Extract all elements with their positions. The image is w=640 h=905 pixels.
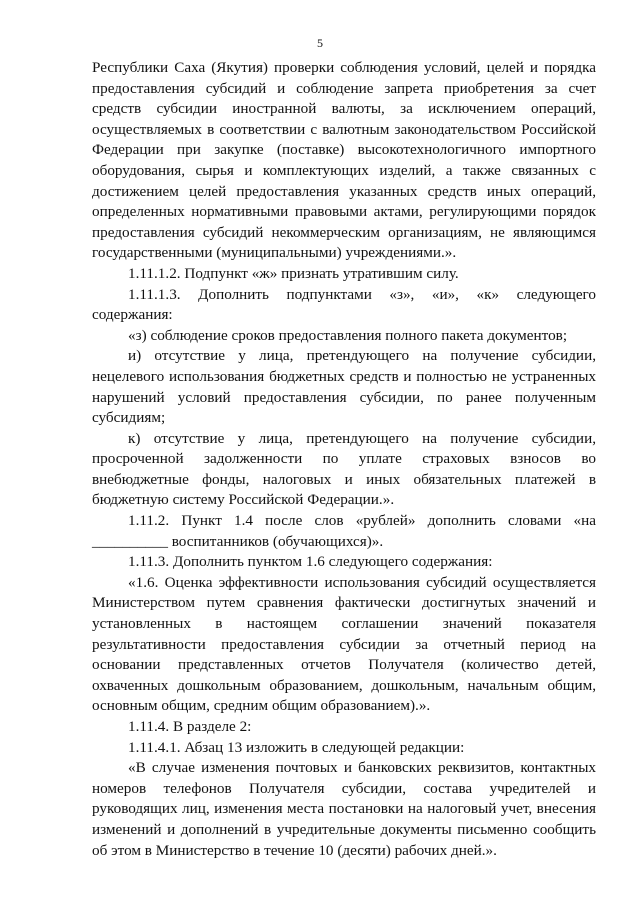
subpoint-k: к) отсутствие у лица, претендующего на получение субсидии, просроченной задолженности по уплате страховых взносов во внебюджетные фонды, налоговых и иных обязательных платежей в бюджетную систему Российской Федерации.». [92, 429, 596, 509]
paragraph-1-11-2: 1.11.2. Пункт 1.4 после слов «рублей» дополнить словами «на __________ воспитанников (обучающихся)». [92, 512, 596, 550]
paragraph-1-11-4: 1.11.4. В разделе 2: [128, 718, 252, 735]
paragraph-continuation: Республики Саха (Якутия) проверки соблюдения условий, целей и порядка предоставления субсидий и соблюдение запрета приобретения за счет средств субсидии иностранной валюты, за исключением операций, осуществляемых в соответствии с валютным законодательством Российской Федерации при закупке (поставке) высокотехнологичного импортного оборудования, сырья и комплектующих изделий, а также связанных с достижением целей предоставления указанных средств иных операций, определенных нормативными правовыми актами, регулирующими порядок предоставления субсидий некоммерческим организациям, не являющимся государственными (муниципальными) учреждениями.». [92, 59, 596, 262]
subpoint-z: «з) соблюдение сроков предоставления полного пакета документов; [128, 326, 568, 344]
document-body [92, 58, 596, 861]
paragraph-1-11-1-3: 1.11.1.3. Дополнить подпунктами «з», «и», «к» следующего содержания: [92, 285, 596, 324]
paragraph-1-6-quote: «1.6. Оценка эффективности использования субсидий осуществляется Министерством путем сравнения фактически достигнутых значений и установленных в настоящем соглашении значений показателя результативности предоставления субсидии за отчетный период на основании представленных отчетов Получателя (количество детей, охваченных дошкольным образованием, дошкольным, начальным общим, основным общим, средним общим образованием).». [92, 573, 596, 715]
paragraph-abzac-13-quote: «В случае изменения почтовых и банковских реквизитов, контактных номеров телефонов Получателя субсидии, состава учредителей и руководящих лиц, изменения места постановки на налоговый учет, внесения изменений и дополнений в учредительные документы письменно сообщить об этом в Министерство в течение 10 (десяти) рабочих дней.». [92, 759, 596, 859]
paragraph-1-11-3: 1.11.3. Дополнить пунктом 1.6 следующего содержания: [128, 553, 493, 571]
paragraph-1-11-1-2: 1.11.1.2. Подпункт «ж» признать утратившим силу. [128, 264, 459, 282]
page-number: 5 [317, 36, 323, 50]
subpoint-i: и) отсутствие у лица, претендующего на получение субсидии, нецелевого использования бюджетных средств и полностью не устраненных нарушений условий предоставления субсидии, по ранее полученным субсидиям; [92, 347, 596, 427]
paragraph-1-11-4-1: 1.11.4.1. Абзац 13 изложить в следующей редакции: [128, 738, 465, 756]
